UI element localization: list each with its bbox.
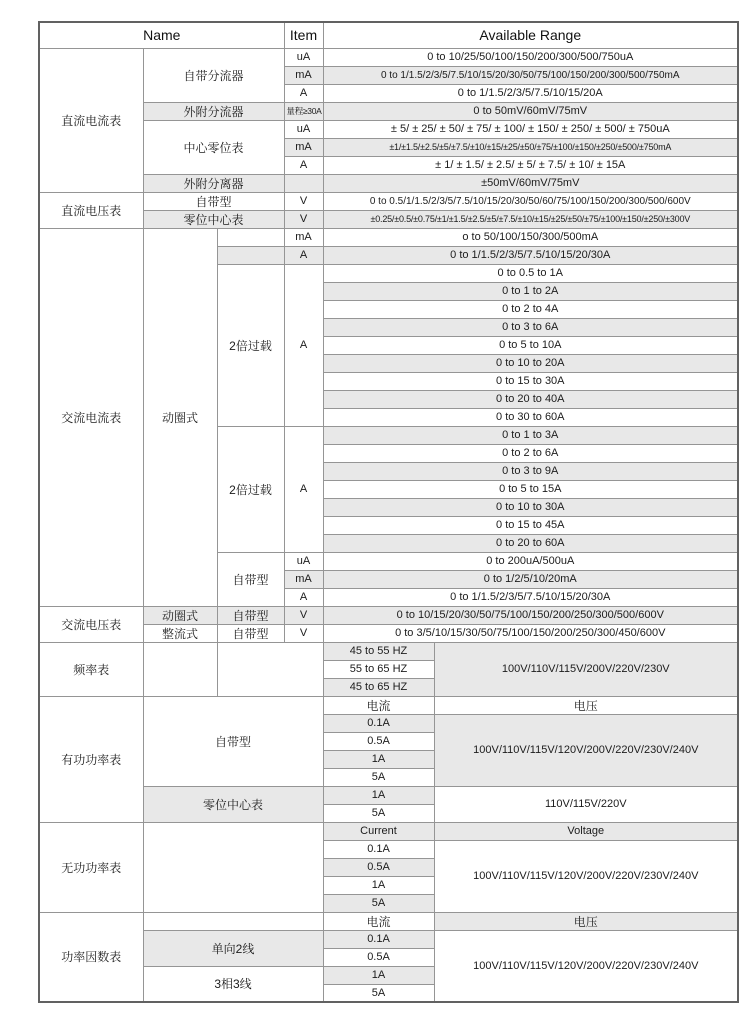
current-cell: 0.5A xyxy=(323,948,434,966)
current-cell: 1A xyxy=(323,786,434,804)
range-cell: 0 to 30 to 60A xyxy=(323,408,738,426)
empty-cell xyxy=(143,822,323,912)
item-cell: A xyxy=(284,588,323,606)
section-name-power-factor-meter: 功率因数表 xyxy=(39,912,143,1002)
range-cell: o to 50/100/150/300/500mA xyxy=(323,228,738,246)
current-cell: 0.1A xyxy=(323,840,434,858)
group-label-builtin: 自带型 xyxy=(143,696,323,786)
section-name-frequency-meter: 频率表 xyxy=(39,642,143,696)
item-cell: mA xyxy=(284,66,323,84)
range-cell: ±0.25/±0.5/±0.75/±1/±1.5/±2.5/±5/±7.5/±10/±15/±25/±50/±75/±100/±150/±250/±300V xyxy=(323,210,738,228)
item-cell: mA xyxy=(284,570,323,588)
current-cell: 0.5A xyxy=(323,858,434,876)
item-cell: mA xyxy=(284,138,323,156)
item-cell: uA xyxy=(284,552,323,570)
current-cell: 5A xyxy=(323,804,434,822)
hz-cell: 45 to 55 HZ xyxy=(323,642,434,660)
section-name-ac-voltmeter: 交流电压表 xyxy=(39,606,143,642)
current-cell: 0.1A xyxy=(323,714,434,732)
range-cell: ± 5/ ± 25/ ± 50/ ± 75/ ± 100/ ± 150/ ± 250/ ± 500/ ± 750uA xyxy=(323,120,738,138)
current-header-cell: 电流 xyxy=(323,696,434,714)
voltage-header-cell: 电压 xyxy=(434,912,738,930)
group-label-builtin-shunt: 自带分流器 xyxy=(143,48,284,102)
group-label-builtin: 自带型 xyxy=(217,624,284,642)
item-cell: 量程≥30A xyxy=(284,102,323,120)
item-cell: A xyxy=(284,246,323,264)
range-cell: 0 to 20 to 60A xyxy=(323,534,738,552)
header-range: Available Range xyxy=(323,22,738,48)
section-name-ac-ammeter: 交流电流表 xyxy=(39,228,143,606)
item-cell: A xyxy=(284,426,323,552)
empty-cell xyxy=(217,246,284,264)
current-cell: 1A xyxy=(323,876,434,894)
group-label-external-divider: 外附分离器 xyxy=(143,174,284,192)
group-label-center-zero: 中心零位表 xyxy=(143,120,284,174)
section-name-active-power-meter: 有功功率表 xyxy=(39,696,143,822)
current-cell: 0.1A xyxy=(323,930,434,948)
section-name-dc-voltmeter: 直流电压表 xyxy=(39,192,143,228)
item-cell: A xyxy=(284,84,323,102)
current-cell: 5A xyxy=(323,768,434,786)
item-cell: V xyxy=(284,210,323,228)
group-label-moving-coil: 动圈式 xyxy=(143,606,217,624)
range-cell: 0 to 3/5/10/15/30/50/75/100/150/200/250/300/450/600V xyxy=(323,624,738,642)
empty-cell xyxy=(284,174,323,192)
item-cell: uA xyxy=(284,120,323,138)
empty-cell xyxy=(143,912,323,930)
range-cell: 0 to 0.5/1/1.5/2/3/5/7.5/10/15/20/30/50/60/75/100/150/200/300/500/600V xyxy=(323,192,738,210)
group-label-zero-center: 零位中心表 xyxy=(143,210,284,228)
header-row xyxy=(39,22,738,48)
voltage-header-cell: 电压 xyxy=(434,696,738,714)
item-cell: V xyxy=(284,624,323,642)
range-cell: ±50mV/60mV/75mV xyxy=(323,174,738,192)
group-label-zero-center: 零位中心表 xyxy=(143,786,323,822)
group-label-overload-1: 2倍过载 xyxy=(217,264,284,426)
range-cell: 0 to 10/15/20/30/50/75/100/150/200/250/300/500/600V xyxy=(323,606,738,624)
range-cell: 0 to 1/2/5/10/20mA xyxy=(323,570,738,588)
current-cell: 5A xyxy=(323,894,434,912)
group-label-builtin: 自带型 xyxy=(143,192,284,210)
range-cell: 0 to 1/1.5/2/3/5/7.5/10/15/20A xyxy=(323,84,738,102)
voltage-cell: 100V/110V/115V/120V/200V/220V/230V/240V xyxy=(434,930,738,1002)
range-cell: 0 to 5 to 15A xyxy=(323,480,738,498)
range-cell: 0 to 20 to 40A xyxy=(323,390,738,408)
range-cell: 0 to 15 to 30A xyxy=(323,372,738,390)
range-cell: ± 1/ ± 1.5/ ± 2.5/ ± 5/ ± 7.5/ ± 10/ ± 15A xyxy=(323,156,738,174)
current-cell: 1A xyxy=(323,750,434,768)
item-cell: V xyxy=(284,192,323,210)
group-label-ac-builtin: 自带型 xyxy=(217,552,284,606)
voltage-cell: 110V/115V/220V xyxy=(434,786,738,822)
range-cell: 0 to 5 to 10A xyxy=(323,336,738,354)
range-cell: 0 to 15 to 45A xyxy=(323,516,738,534)
section-name-dc-ammeter: 直流电流表 xyxy=(39,48,143,192)
range-cell: 0 to 2 to 4A xyxy=(323,300,738,318)
range-cell: 0 to 1/1.5/2/3/5/7.5/10/15/20/30A xyxy=(323,246,738,264)
hz-cell: 45 to 65 HZ xyxy=(323,678,434,696)
empty-cell xyxy=(143,642,217,696)
current-cell: 0.5A xyxy=(323,732,434,750)
range-cell: 0 to 1 to 3A xyxy=(323,426,738,444)
current-header-cell: 电流 xyxy=(323,912,434,930)
group-label-external-shunt: 外附分流器 xyxy=(143,102,284,120)
group-label-3-phase-3-wire: 3相3线 xyxy=(143,966,323,1002)
item-cell: A xyxy=(284,264,323,426)
group-label-moving-coil: 动圈式 xyxy=(143,228,217,606)
voltage-cell: 100V/110V/115V/200V/220V/230V xyxy=(434,642,738,696)
current-header-cell: Current xyxy=(323,822,434,840)
range-cell: 0 to 200uA/500uA xyxy=(323,552,738,570)
range-cell: ±1/±1.5/±2.5/±5/±7.5/±10/±15/±25/±50/±75/±100/±150/±250/±500/±750mA xyxy=(323,138,738,156)
empty-cell xyxy=(217,228,284,246)
voltage-header-cell: Voltage xyxy=(434,822,738,840)
current-cell: 5A xyxy=(323,984,434,1002)
header-item: Item xyxy=(284,22,323,48)
range-cell: 0 to 3 to 6A xyxy=(323,318,738,336)
item-cell: A xyxy=(284,156,323,174)
item-cell: V xyxy=(284,606,323,624)
range-cell: 0 to 10 to 30A xyxy=(323,498,738,516)
range-cell: 0 to 1 to 2A xyxy=(323,282,738,300)
range-cell: 0 to 2 to 6A xyxy=(323,444,738,462)
range-cell: 0 to 1/1.5/2/3/5/7.5/10/15/20/30/50/75/100/150/200/300/500/750mA xyxy=(323,66,738,84)
current-cell: 1A xyxy=(323,966,434,984)
range-cell: 0 to 1/1.5/2/3/5/7.5/10/15/20/30A xyxy=(323,588,738,606)
section-name-reactive-power-meter: 无功功率表 xyxy=(39,822,143,912)
header-name: Name xyxy=(39,22,284,48)
range-cell: 0 to 10/25/50/100/150/200/300/500/750uA xyxy=(323,48,738,66)
range-cell: 0 to 10 to 20A xyxy=(323,354,738,372)
voltage-cell: 100V/110V/115V/120V/200V/220V/230V/240V xyxy=(434,840,738,912)
empty-cell xyxy=(217,642,323,696)
hz-cell: 55 to 65 HZ xyxy=(323,660,434,678)
item-cell: mA xyxy=(284,228,323,246)
item-cell: uA xyxy=(284,48,323,66)
group-label-single-phase-2-wire: 单向2线 xyxy=(143,930,323,966)
group-label-rectifier: 整流式 xyxy=(143,624,217,642)
range-cell: 0 to 3 to 9A xyxy=(323,462,738,480)
range-cell: 0 to 0.5 to 1A xyxy=(323,264,738,282)
range-cell: 0 to 50mV/60mV/75mV xyxy=(323,102,738,120)
meter-spec-table xyxy=(38,21,739,1003)
group-label-overload-2: 2倍过载 xyxy=(217,426,284,552)
group-label-builtin: 自带型 xyxy=(217,606,284,624)
voltage-cell: 100V/110V/115V/120V/200V/220V/230V/240V xyxy=(434,714,738,786)
